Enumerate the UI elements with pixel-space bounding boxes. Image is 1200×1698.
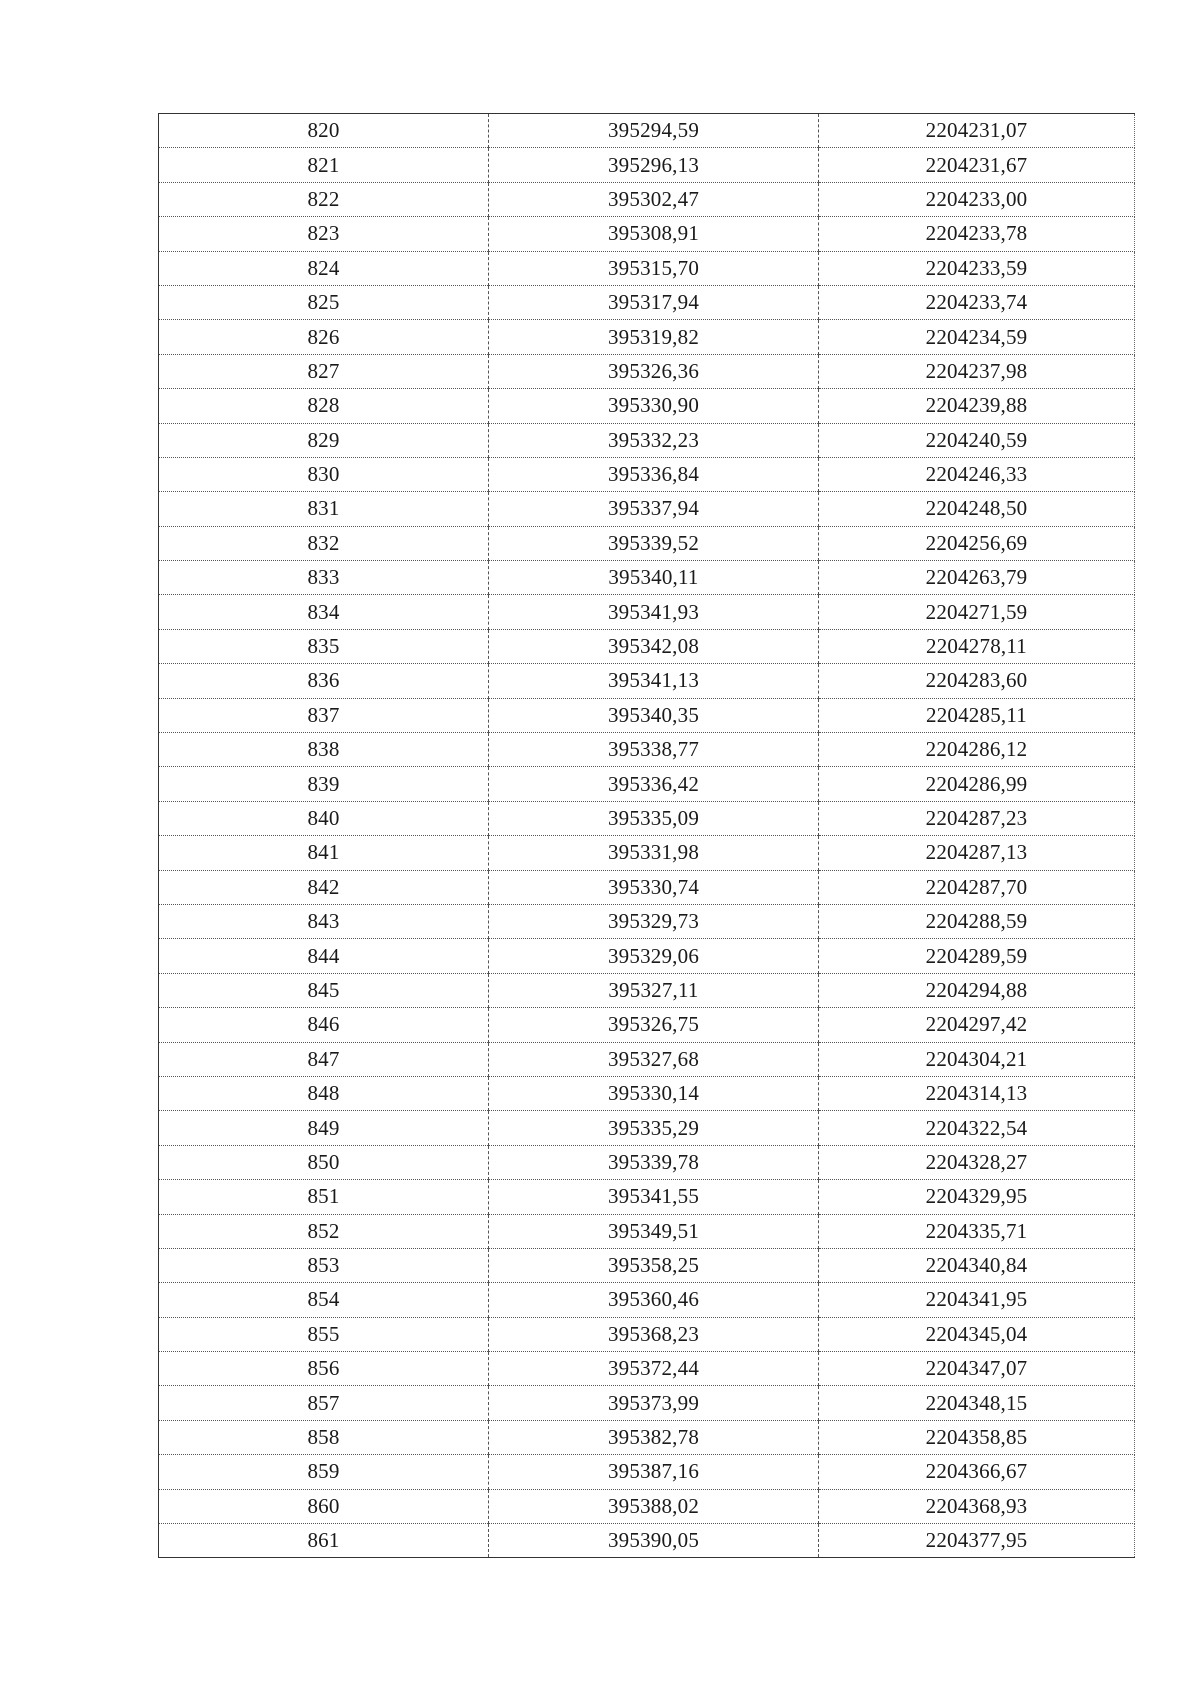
- point-number-cell: 820: [159, 114, 489, 148]
- y-coordinate-cell: 2204322,54: [819, 1111, 1135, 1145]
- x-coordinate-cell: 395326,36: [489, 354, 819, 388]
- point-number-cell: 823: [159, 217, 489, 251]
- y-coordinate-cell: 2204348,15: [819, 1386, 1135, 1420]
- x-coordinate-cell: 395339,52: [489, 526, 819, 560]
- point-number-cell: 826: [159, 320, 489, 354]
- y-coordinate-cell: 2204288,59: [819, 904, 1135, 938]
- point-number-cell: 839: [159, 767, 489, 801]
- x-coordinate-cell: 395341,13: [489, 664, 819, 698]
- x-coordinate-cell: 395331,98: [489, 836, 819, 870]
- point-number-cell: 847: [159, 1042, 489, 1076]
- y-coordinate-cell: 2204233,59: [819, 251, 1135, 285]
- point-number-cell: 837: [159, 698, 489, 732]
- point-number-cell: 828: [159, 389, 489, 423]
- point-number-cell: 827: [159, 354, 489, 388]
- table-row: [159, 354, 1135, 388]
- table-row: [159, 664, 1135, 698]
- y-coordinate-cell: 2204297,42: [819, 1008, 1135, 1042]
- y-coordinate-cell: 2204366,67: [819, 1455, 1135, 1489]
- table-row: [159, 733, 1135, 767]
- y-coordinate-cell: 2204237,98: [819, 354, 1135, 388]
- table-row: [159, 1352, 1135, 1386]
- table-row: [159, 1111, 1135, 1145]
- y-coordinate-cell: 2204278,11: [819, 629, 1135, 663]
- table-row: [159, 939, 1135, 973]
- point-number-cell: 860: [159, 1489, 489, 1523]
- x-coordinate-cell: 395360,46: [489, 1283, 819, 1317]
- x-coordinate-cell: 395329,06: [489, 939, 819, 973]
- y-coordinate-cell: 2204345,04: [819, 1317, 1135, 1351]
- y-coordinate-cell: 2204328,27: [819, 1145, 1135, 1179]
- table-row: [159, 1042, 1135, 1076]
- x-coordinate-cell: 395335,29: [489, 1111, 819, 1145]
- table-row: [159, 492, 1135, 526]
- table-row: [159, 836, 1135, 870]
- y-coordinate-cell: 2204287,13: [819, 836, 1135, 870]
- table-row: [159, 285, 1135, 319]
- x-coordinate-cell: 395336,84: [489, 457, 819, 491]
- x-coordinate-cell: 395382,78: [489, 1420, 819, 1454]
- x-coordinate-cell: 395330,90: [489, 389, 819, 423]
- point-number-cell: 861: [159, 1524, 489, 1558]
- x-coordinate-cell: 395319,82: [489, 320, 819, 354]
- point-number-cell: 822: [159, 182, 489, 216]
- table-row: [159, 1008, 1135, 1042]
- point-number-cell: 855: [159, 1317, 489, 1351]
- point-number-cell: 848: [159, 1076, 489, 1110]
- table-row: [159, 1076, 1135, 1110]
- x-coordinate-cell: 395332,23: [489, 423, 819, 457]
- y-coordinate-cell: 2204231,67: [819, 148, 1135, 182]
- table-row: [159, 182, 1135, 216]
- y-coordinate-cell: 2204285,11: [819, 698, 1135, 732]
- x-coordinate-cell: 395308,91: [489, 217, 819, 251]
- x-coordinate-cell: 395317,94: [489, 285, 819, 319]
- y-coordinate-cell: 2204304,21: [819, 1042, 1135, 1076]
- x-coordinate-cell: 395349,51: [489, 1214, 819, 1248]
- y-coordinate-cell: 2204377,95: [819, 1524, 1135, 1558]
- table-row: [159, 1214, 1135, 1248]
- x-coordinate-cell: 395373,99: [489, 1386, 819, 1420]
- table-row: [159, 1489, 1135, 1523]
- y-coordinate-cell: 2204239,88: [819, 389, 1135, 423]
- point-number-cell: 856: [159, 1352, 489, 1386]
- table-row: [159, 561, 1135, 595]
- y-coordinate-cell: 2204286,99: [819, 767, 1135, 801]
- table-row: [159, 1248, 1135, 1282]
- x-coordinate-cell: 395337,94: [489, 492, 819, 526]
- x-coordinate-cell: 395342,08: [489, 629, 819, 663]
- point-number-cell: 851: [159, 1180, 489, 1214]
- table-row: [159, 1317, 1135, 1351]
- point-number-cell: 833: [159, 561, 489, 595]
- point-number-cell: 831: [159, 492, 489, 526]
- y-coordinate-cell: 2204314,13: [819, 1076, 1135, 1110]
- point-number-cell: 821: [159, 148, 489, 182]
- x-coordinate-cell: 395294,59: [489, 114, 819, 148]
- table-row: [159, 1455, 1135, 1489]
- x-coordinate-cell: 395329,73: [489, 904, 819, 938]
- point-number-cell: 852: [159, 1214, 489, 1248]
- y-coordinate-cell: 2204286,12: [819, 733, 1135, 767]
- x-coordinate-cell: 395341,55: [489, 1180, 819, 1214]
- point-number-cell: 842: [159, 870, 489, 904]
- y-coordinate-cell: 2204283,60: [819, 664, 1135, 698]
- table-row: [159, 1524, 1135, 1558]
- table-row: [159, 457, 1135, 491]
- point-number-cell: 841: [159, 836, 489, 870]
- y-coordinate-cell: 2204233,00: [819, 182, 1135, 216]
- y-coordinate-cell: 2204287,23: [819, 801, 1135, 835]
- x-coordinate-cell: 395315,70: [489, 251, 819, 285]
- y-coordinate-cell: 2204287,70: [819, 870, 1135, 904]
- point-number-cell: 849: [159, 1111, 489, 1145]
- point-number-cell: 834: [159, 595, 489, 629]
- table-row: [159, 320, 1135, 354]
- y-coordinate-cell: 2204234,59: [819, 320, 1135, 354]
- table-row: [159, 1420, 1135, 1454]
- y-coordinate-cell: 2204340,84: [819, 1248, 1135, 1282]
- point-number-cell: 829: [159, 423, 489, 457]
- x-coordinate-cell: 395327,68: [489, 1042, 819, 1076]
- x-coordinate-cell: 395338,77: [489, 733, 819, 767]
- point-number-cell: 857: [159, 1386, 489, 1420]
- x-coordinate-cell: 395368,23: [489, 1317, 819, 1351]
- x-coordinate-cell: 395341,93: [489, 595, 819, 629]
- x-coordinate-cell: 395327,11: [489, 973, 819, 1007]
- x-coordinate-cell: 395326,75: [489, 1008, 819, 1042]
- x-coordinate-cell: 395358,25: [489, 1248, 819, 1282]
- coordinates-table-body: [159, 114, 1135, 1558]
- point-number-cell: 854: [159, 1283, 489, 1317]
- table-row: [159, 870, 1135, 904]
- table-row: [159, 423, 1135, 457]
- y-coordinate-cell: 2204248,50: [819, 492, 1135, 526]
- table-row: [159, 1180, 1135, 1214]
- y-coordinate-cell: 2204329,95: [819, 1180, 1135, 1214]
- point-number-cell: 853: [159, 1248, 489, 1282]
- point-number-cell: 830: [159, 457, 489, 491]
- point-number-cell: 835: [159, 629, 489, 663]
- y-coordinate-cell: 2204368,93: [819, 1489, 1135, 1523]
- point-number-cell: 832: [159, 526, 489, 560]
- y-coordinate-cell: 2204347,07: [819, 1352, 1135, 1386]
- y-coordinate-cell: 2204341,95: [819, 1283, 1135, 1317]
- x-coordinate-cell: 395296,13: [489, 148, 819, 182]
- y-coordinate-cell: 2204289,59: [819, 939, 1135, 973]
- x-coordinate-cell: 395390,05: [489, 1524, 819, 1558]
- table-row: [159, 1145, 1135, 1179]
- y-coordinate-cell: 2204233,78: [819, 217, 1135, 251]
- point-number-cell: 824: [159, 251, 489, 285]
- x-coordinate-cell: 395335,09: [489, 801, 819, 835]
- y-coordinate-cell: 2204231,07: [819, 114, 1135, 148]
- table-row: [159, 251, 1135, 285]
- table-row: [159, 1386, 1135, 1420]
- y-coordinate-cell: 2204358,85: [819, 1420, 1135, 1454]
- table-row: [159, 904, 1135, 938]
- point-number-cell: 843: [159, 904, 489, 938]
- y-coordinate-cell: 2204335,71: [819, 1214, 1135, 1248]
- y-coordinate-cell: 2204271,59: [819, 595, 1135, 629]
- point-number-cell: 825: [159, 285, 489, 319]
- x-coordinate-cell: 395302,47: [489, 182, 819, 216]
- x-coordinate-cell: 395330,14: [489, 1076, 819, 1110]
- table-row: [159, 698, 1135, 732]
- x-coordinate-cell: 395372,44: [489, 1352, 819, 1386]
- table-row: [159, 801, 1135, 835]
- table-row: [159, 767, 1135, 801]
- table-row: [159, 217, 1135, 251]
- point-number-cell: 836: [159, 664, 489, 698]
- coordinates-table: [158, 113, 1135, 1558]
- point-number-cell: 840: [159, 801, 489, 835]
- table-row: [159, 526, 1135, 560]
- table-row: [159, 629, 1135, 663]
- point-number-cell: 850: [159, 1145, 489, 1179]
- table-row: [159, 595, 1135, 629]
- point-number-cell: 859: [159, 1455, 489, 1489]
- y-coordinate-cell: 2204233,74: [819, 285, 1135, 319]
- x-coordinate-cell: 395339,78: [489, 1145, 819, 1179]
- y-coordinate-cell: 2204246,33: [819, 457, 1135, 491]
- point-number-cell: 838: [159, 733, 489, 767]
- y-coordinate-cell: 2204294,88: [819, 973, 1135, 1007]
- table-row: [159, 973, 1135, 1007]
- x-coordinate-cell: 395336,42: [489, 767, 819, 801]
- point-number-cell: 845: [159, 973, 489, 1007]
- point-number-cell: 844: [159, 939, 489, 973]
- x-coordinate-cell: 395330,74: [489, 870, 819, 904]
- y-coordinate-cell: 2204263,79: [819, 561, 1135, 595]
- point-number-cell: 858: [159, 1420, 489, 1454]
- y-coordinate-cell: 2204256,69: [819, 526, 1135, 560]
- x-coordinate-cell: 395388,02: [489, 1489, 819, 1523]
- document-page: [158, 113, 1134, 1558]
- point-number-cell: 846: [159, 1008, 489, 1042]
- table-row: [159, 148, 1135, 182]
- y-coordinate-cell: 2204240,59: [819, 423, 1135, 457]
- table-row: [159, 114, 1135, 148]
- table-row: [159, 389, 1135, 423]
- x-coordinate-cell: 395340,35: [489, 698, 819, 732]
- x-coordinate-cell: 395340,11: [489, 561, 819, 595]
- x-coordinate-cell: 395387,16: [489, 1455, 819, 1489]
- table-row: [159, 1283, 1135, 1317]
